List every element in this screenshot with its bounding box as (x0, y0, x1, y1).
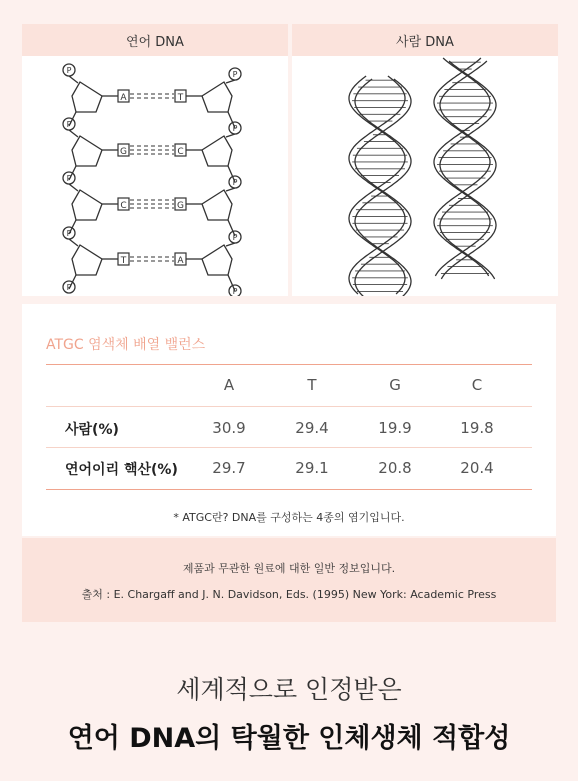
table-title: ATGC 염색체 배열 밸런스 (46, 337, 206, 353)
human-t-value: 29.4 (295, 419, 329, 437)
phosphate-label: P (66, 66, 72, 75)
row-label-human: 사람(%) (65, 422, 119, 438)
human-g-value: 19.9 (378, 419, 412, 437)
phosphate-label: P (66, 283, 72, 292)
backbone-line (69, 239, 78, 246)
helix-strand (355, 79, 411, 296)
salmon-dna-panel (22, 24, 288, 296)
base-letter-left: G (120, 147, 127, 157)
human-c-value: 19.8 (460, 419, 494, 437)
sugar-right (202, 190, 232, 220)
table-divider (46, 447, 532, 448)
salmon-dna-title: 연어 DNA (22, 24, 288, 56)
atgc-table-card (22, 304, 556, 536)
phosphate-label: P (66, 174, 72, 183)
backbone-line (226, 188, 235, 191)
base-letter-left: T (120, 256, 127, 266)
sugar-left (72, 136, 102, 166)
helix-strand (434, 58, 490, 276)
base-letter-right: C (177, 147, 184, 157)
salmon-g-value: 20.8 (378, 459, 412, 477)
column-header-t: T (307, 376, 317, 394)
sugar-right (202, 82, 232, 112)
human-dna-title: 사람 DNA (292, 24, 558, 56)
base-letter-right: G (177, 201, 184, 211)
column-header-g: G (389, 376, 401, 394)
headline-subtitle: 세계적으로 인정받은 (176, 675, 402, 704)
phosphate-label: P (232, 124, 238, 133)
row-label-salmon: 연어이리 핵산(%) (65, 462, 178, 478)
phosphate-label: P (232, 178, 238, 187)
source-citation: 출처 : E. Chargaff and J. N. Davidson, Eds. (1995) New York: Academic Press (81, 588, 497, 601)
phosphate-label: P (232, 233, 238, 242)
backbone-line (69, 184, 78, 191)
atgc-note: * ATGC란? DNA를 구성하는 4종의 염기입니다. (173, 511, 405, 524)
backbone-line (226, 134, 235, 137)
phosphate-label: P (232, 70, 238, 79)
table-divider (46, 406, 532, 407)
human-a-value: 30.9 (212, 419, 246, 437)
backbone-line (69, 130, 78, 137)
salmon-t-value: 29.1 (295, 459, 329, 477)
sugar-left (72, 190, 102, 220)
headline-title: 연어 DNA의 탁월한 인체생체 적합성 (67, 723, 511, 754)
backbone-line (69, 76, 78, 83)
base-letter-right: T (177, 93, 184, 103)
helix-strand (434, 58, 490, 276)
disclaimer-text: 제품과 무관한 원료에 대한 일반 정보입니다. (182, 562, 396, 575)
phosphate-label: P (232, 287, 238, 296)
helix-strand (355, 79, 411, 296)
salmon-c-value: 20.4 (460, 459, 494, 477)
salmon-dna-diagram (22, 56, 288, 296)
backbone-line (226, 243, 235, 246)
human-dna-panel (292, 24, 558, 296)
backbone-line (226, 80, 235, 83)
base-letter-left: A (120, 93, 127, 103)
phosphate-label: P (66, 229, 72, 238)
phosphate-label: P (66, 120, 72, 129)
sugar-right (202, 245, 232, 275)
table-bottom-rule (46, 489, 532, 490)
sugar-left (72, 82, 102, 112)
base-letter-right: A (177, 256, 184, 266)
human-dna-diagram (292, 56, 558, 296)
table-top-rule (46, 364, 532, 365)
salmon-a-value: 29.7 (212, 459, 246, 477)
base-letter-left: C (120, 201, 127, 211)
sugar-right (202, 136, 232, 166)
column-header-a: A (223, 376, 235, 394)
source-box (22, 538, 556, 622)
column-header-c: C (471, 376, 483, 394)
sugar-left (72, 245, 102, 275)
